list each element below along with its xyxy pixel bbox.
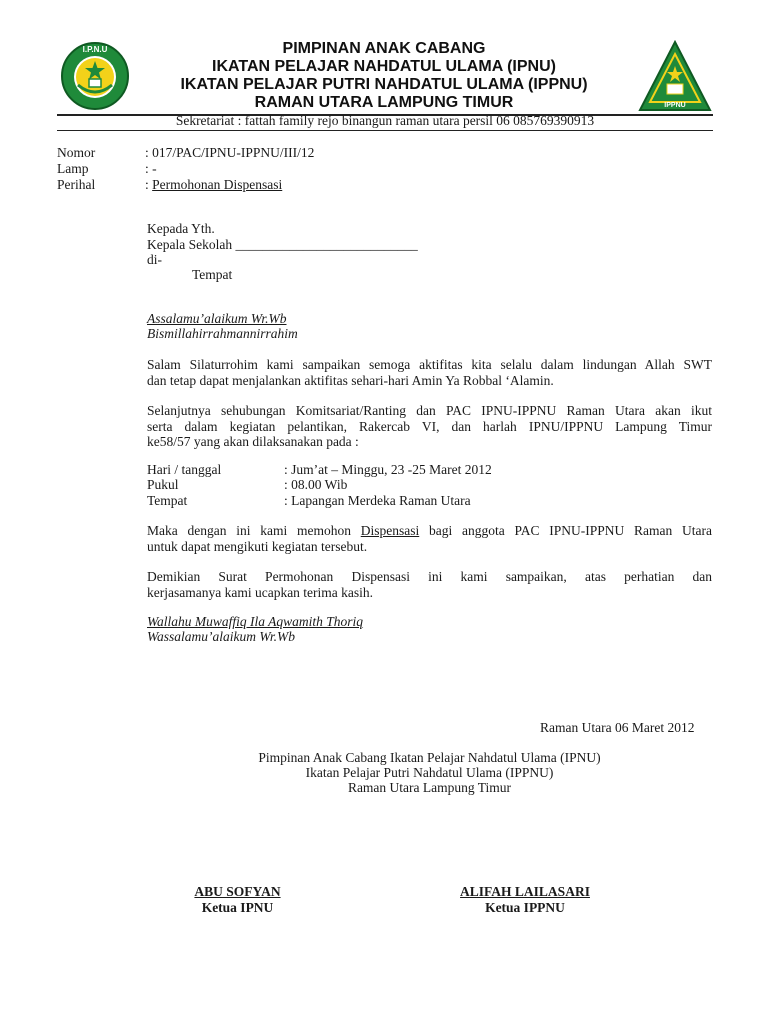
perihal-value bbox=[145, 177, 282, 193]
event-pukul-value: : 08.00 Wib bbox=[284, 477, 348, 492]
event-tempat-value: : Lapangan Merdeka Raman Utara bbox=[284, 493, 471, 508]
nomor-value: : 017/PAC/IPNU-IPPNU/III/12 bbox=[145, 145, 315, 160]
event-hari-value: : Jum’at – Minggu, 23 -25 Maret 2012 bbox=[284, 462, 492, 477]
org-line-3: Raman Utara Lampung Timur bbox=[347, 780, 512, 795]
letterhead-rule-bottom bbox=[57, 130, 713, 131]
paragraph-2-line-1: Selanjutnya sehubungan Komitsariat/Ranting dan PAC IPNU-IPPNU Raman Utara akan ikut bbox=[147, 403, 712, 418]
event-tempat-label: Tempat bbox=[147, 493, 188, 508]
lamp-value: : - bbox=[145, 161, 157, 176]
paragraph-3-text-b: bagi anggota PAC IPNU-IPPNU Raman Utara bbox=[419, 523, 712, 538]
paragraph-1-line-2: dan tetap dapat menjalankan aktifitas sehari-hari Amin Ya Robbal ‘Alamin. bbox=[147, 372, 554, 388]
lamp-label: Lamp bbox=[57, 161, 89, 176]
paragraph-4-line-2: kerjasamanya kami ucapkan terima kasih. bbox=[147, 584, 374, 600]
nomor-label: Nomor bbox=[57, 145, 96, 160]
signature-left-name: ABU SOFYAN bbox=[194, 884, 281, 899]
paragraph-4-line-1: Demikian Surat Permohonan Dispensasi ini kami sampaikan, atas perhatian dan bbox=[147, 569, 712, 584]
paragraph-2-line-2: serta dalam kegiatan pelantikan, Rakercab VI, dan harlah IPNU/IPPNU Lampung Timur bbox=[147, 418, 712, 434]
event-pukul-label: Pukul bbox=[147, 477, 179, 492]
org-line-2: Ikatan Pelajar Putri Nahdatul Ulama (IPPNU) bbox=[305, 765, 554, 780]
recipient-line-2: Kepala Sekolah ___________________________ bbox=[147, 237, 418, 252]
event-hari-label: Hari / tanggal bbox=[147, 462, 222, 477]
recipient-line-3: di- bbox=[147, 252, 162, 267]
paragraph-2 bbox=[147, 403, 712, 450]
paragraph-4 bbox=[147, 569, 712, 600]
ippnu-logo-text: IPPNU bbox=[664, 102, 686, 109]
dispensasi-underlined: Dispensasi bbox=[360, 523, 420, 538]
paragraph-1 bbox=[147, 357, 712, 388]
paragraph-2-line-3: ke58/57 yang akan dilaksanakan pada : bbox=[147, 434, 359, 449]
greeting-basmalah: Bismillahirrahmannirrahim bbox=[147, 326, 298, 341]
paragraph-3-text-a: Maka dengan ini kami memohon bbox=[147, 523, 361, 538]
paragraph-3-line-2: untuk dapat mengikuti kegiatan tersebut. bbox=[147, 538, 368, 554]
closing-wassalam: Wassalamu’alaikum Wr.Wb bbox=[147, 629, 296, 644]
greeting-salam: Assalamu’alaikum Wr.Wb bbox=[147, 311, 287, 326]
org-line-1: Pimpinan Anak Cabang Ikatan Pelajar Nahdatul Ulama (IPNU) bbox=[258, 750, 601, 765]
perihal-subject: Permohonan Dispensasi bbox=[152, 177, 283, 192]
place-date: Raman Utara 06 Maret 2012 bbox=[540, 720, 695, 735]
paragraph-3 bbox=[147, 523, 712, 554]
letterhead-line-4: RAMAN UTARA LAMPUNG TIMUR bbox=[254, 94, 514, 111]
signature-right-title: Ketua IPPNU bbox=[485, 900, 565, 915]
closing-wallahu: Wallahu Muwaffiq Ila Aqwamith Thoriq bbox=[147, 614, 364, 629]
perihal-label: Perihal bbox=[57, 177, 96, 192]
recipient-line-1: Kepada Yth. bbox=[147, 221, 215, 236]
signature-right-name: ALIFAH LAILASARI bbox=[460, 884, 590, 899]
secretariat-address: Sekretariat : fattah family rejo binangun raman utara persil 06 085769390913 bbox=[175, 113, 595, 128]
paragraph-3-line-1 bbox=[147, 523, 712, 539]
letterhead-line-1: PIMPINAN ANAK CABANG bbox=[282, 40, 486, 57]
signature-left-title: Ketua IPNU bbox=[201, 900, 274, 915]
perihal-colon: : bbox=[145, 177, 149, 192]
letterhead-line-2: IKATAN PELAJAR NAHDATUL ULAMA (IPNU) bbox=[212, 58, 556, 75]
ipnu-logo-text: I.P.N.U bbox=[82, 45, 108, 54]
letterhead-line-3: IKATAN PELAJAR PUTRI NAHDATUL ULAMA (IPPNU) bbox=[180, 76, 588, 93]
recipient-line-4: Tempat bbox=[192, 267, 233, 282]
paragraph-1-line-1: Salam Silaturrohim kami sampaikan semoga aktifitas kita selalu dalam lindungan Allah SWT bbox=[147, 357, 712, 372]
